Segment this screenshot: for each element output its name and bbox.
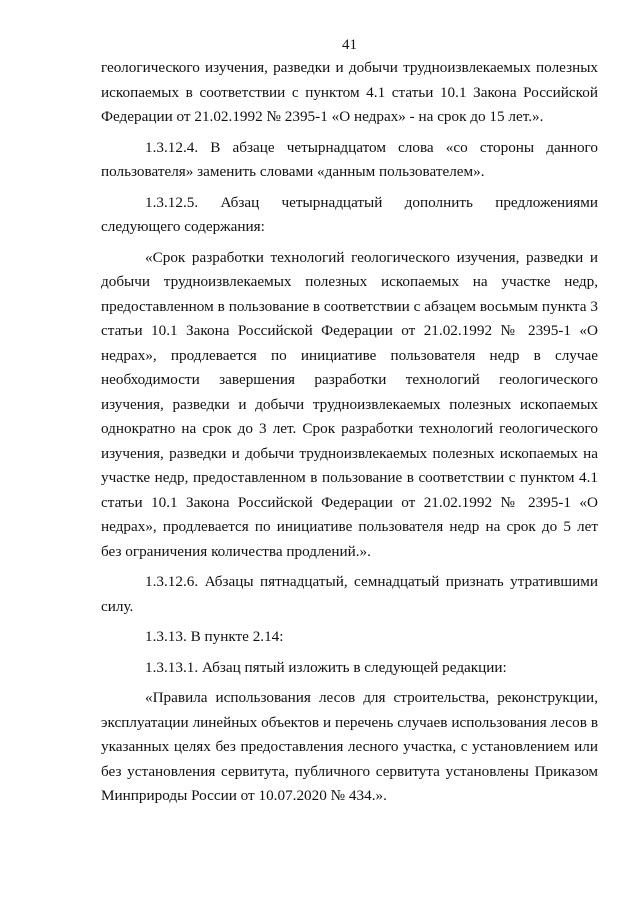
paragraph-continuation: геологического изучения, разведки и добычи трудноизвлекаемых полезных ископаемых в соответствии с пунктом 4.1 статьи 10.1 Закона Российской Федерации от 21.02.1992 № 2395-1 «О недрах» - на срок до 15 лет.». <box>101 59 598 125</box>
paragraph-quoted-forest-rules: «Правила использования лесов для строительства, реконструкции, эксплуатации линейных объектов и перечень случаев использования лесов в указанных целях без предоставления лесного участка, с установлением или без установления сервитута, публичного сервитута установлены Приказом Минприроды России от 10.07.2020 № 434.». <box>101 689 598 804</box>
paragraph-1-3-13-1: 1.3.13.1. Абзац пятый изложить в следующей редакции: <box>145 658 507 676</box>
paragraph-1-3-12-4: 1.3.12.4. В абзаце четырнадцатом слова «со стороны данного пользователя» заменить словами «данным пользователем». <box>101 138 598 180</box>
page-number: 41 <box>342 37 357 53</box>
paragraph-quoted-term-text: «Срок разработки технологий геологического изучения, разведки и добычи трудноизвлекаемых полезных ископаемых на участке недр, предоставленном в пользование в соответствии с абзацем восьмым пункта 3 статьи 10.1 Закона Российской Федерации от 21.02.1992 № 2395-1 «О недрах», продлевается по инициативе пользователя недр в случае необходимости завершения разработки технологий геологического изучения, разведки и добычи трудноизвлекаемых полезных ископаемых однократно на срок до 3 лет. Срок разработки технологий геологического изучения, разведки и добычи трудноизвлекаемых полезных ископаемых на участке недр, предоставленном в пользование в соответствии с пунктом 4.1 статьи 10.1 Закона Российской Федерации от 21.02.1992 № 2395-1 «О недрах», продлевается по инициативе пользователя недр на срок до 5 лет без ограничения количества продлений.». <box>101 248 598 560</box>
paragraph-1-3-12-5: 1.3.12.5. Абзац четырнадцатый дополнить предложениями следующего содержания: <box>101 193 598 235</box>
paragraph-1-3-12-6: 1.3.12.6. Абзацы пятнадцатый, семнадцатый признать утратившими силу. <box>101 573 598 615</box>
paragraph-1-3-13: 1.3.13. В пункте 2.14: <box>145 628 284 645</box>
